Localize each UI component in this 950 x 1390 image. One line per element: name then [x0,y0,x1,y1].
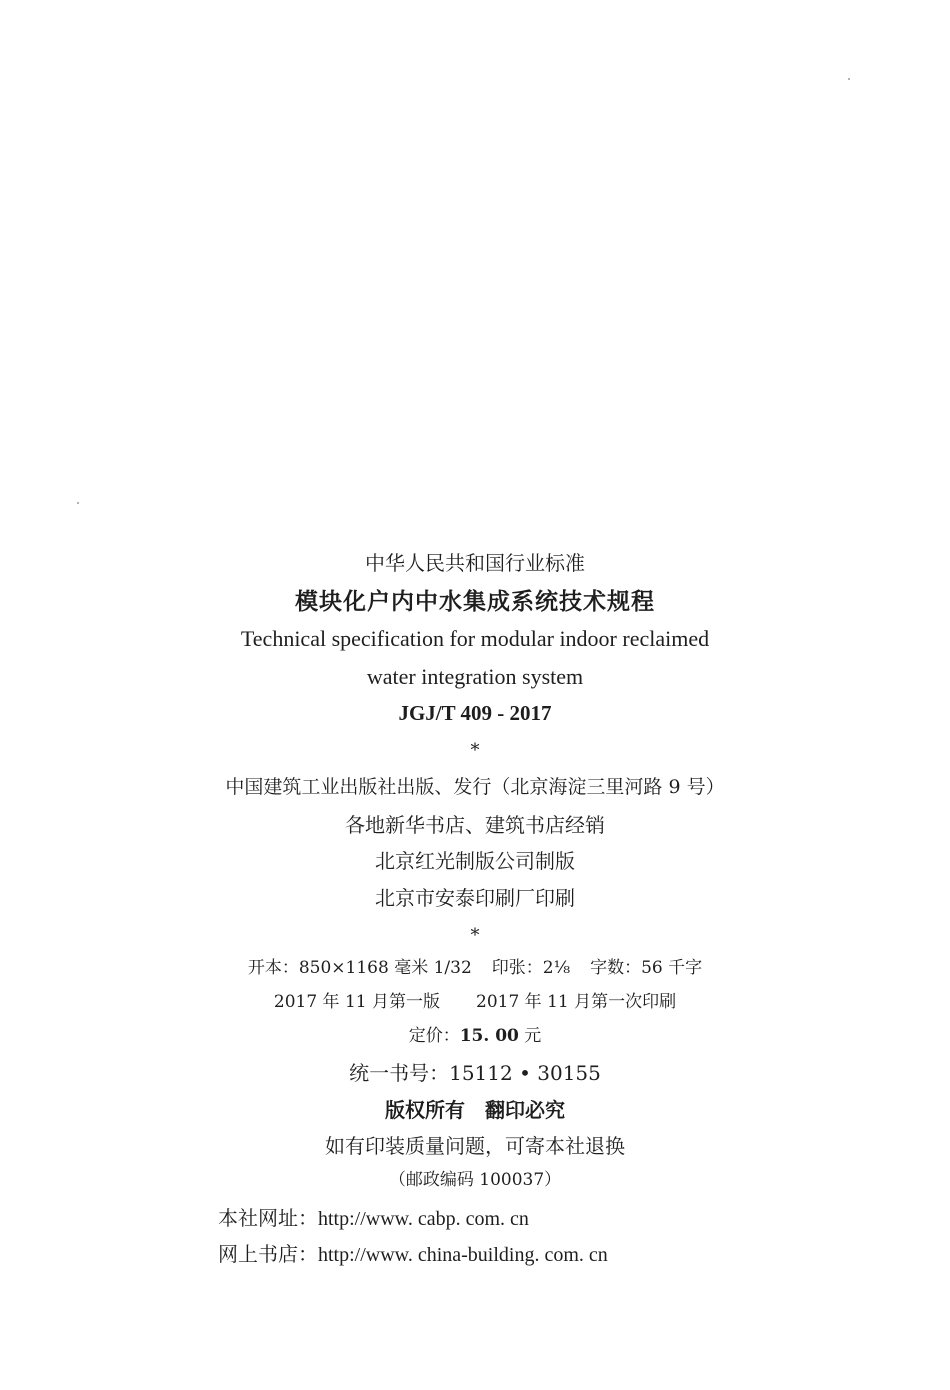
title-english-line-1: Technical specification for modular indoor reclaimed [240,626,710,651]
standard-number: JGJ/T 409 - 2017 [398,701,552,725]
first-edition: 2017 年 11 月第一版 [273,992,440,1012]
standard-category: 中华人民共和国行业标准 [365,551,585,575]
return-notice: 如有印装质量问题，可寄本社退换 [325,1134,625,1158]
isbn-line: 统一书号：15112 • 30155 [349,1061,601,1085]
distribution-line: 各地新华书店、建筑书店经销 [345,813,605,837]
title-english-line-2: water integration system [366,664,584,689]
edition-line [0,994,950,1011]
price-line [0,1028,950,1045]
price-unit: 元 [524,1026,542,1046]
first-printing: 2017 年 11 月第一次印刷 [476,992,677,1012]
separator-asterisk: * [470,740,480,761]
rights-line [0,1100,950,1120]
website-url[interactable]: http://www. cabp. com. cn [318,1208,529,1230]
printing-line: 北京市安泰印刷厂印刷 [375,886,575,910]
website-line [218,1208,529,1229]
publisher-line: 中国建筑工业出版社出版、发行（北京海淀三里河路 9 号） [225,776,725,798]
rights-reserved: 版权所有 [385,1098,465,1122]
bookstore-url[interactable]: http://www. china-building. com. cn [318,1244,608,1266]
plate-making-line: 北京红光制版公司制版 [375,849,575,873]
separator-asterisk: * [470,925,480,946]
price-label: 定价： [408,1026,460,1046]
postal-code: （邮政编码 100037） [388,1170,562,1190]
title-chinese: 模块化户内中水集成系统技术规程 [295,588,655,615]
print-sheets: 印张：2⅛ [491,958,571,978]
bookstore-label: 网上书店： [218,1242,318,1266]
word-count: 字数：56 千字 [590,958,703,978]
price-value: 15. 00 [459,1026,519,1046]
format-size: 开本：850×1168 毫米 1/32 [247,958,472,978]
format-specs [0,960,950,977]
website-label: 本社网址： [218,1206,318,1230]
scan-speck [848,78,850,80]
scan-speck [77,502,79,504]
piracy-prohibited: 翻印必究 [485,1098,565,1122]
bookstore-line [218,1244,608,1265]
